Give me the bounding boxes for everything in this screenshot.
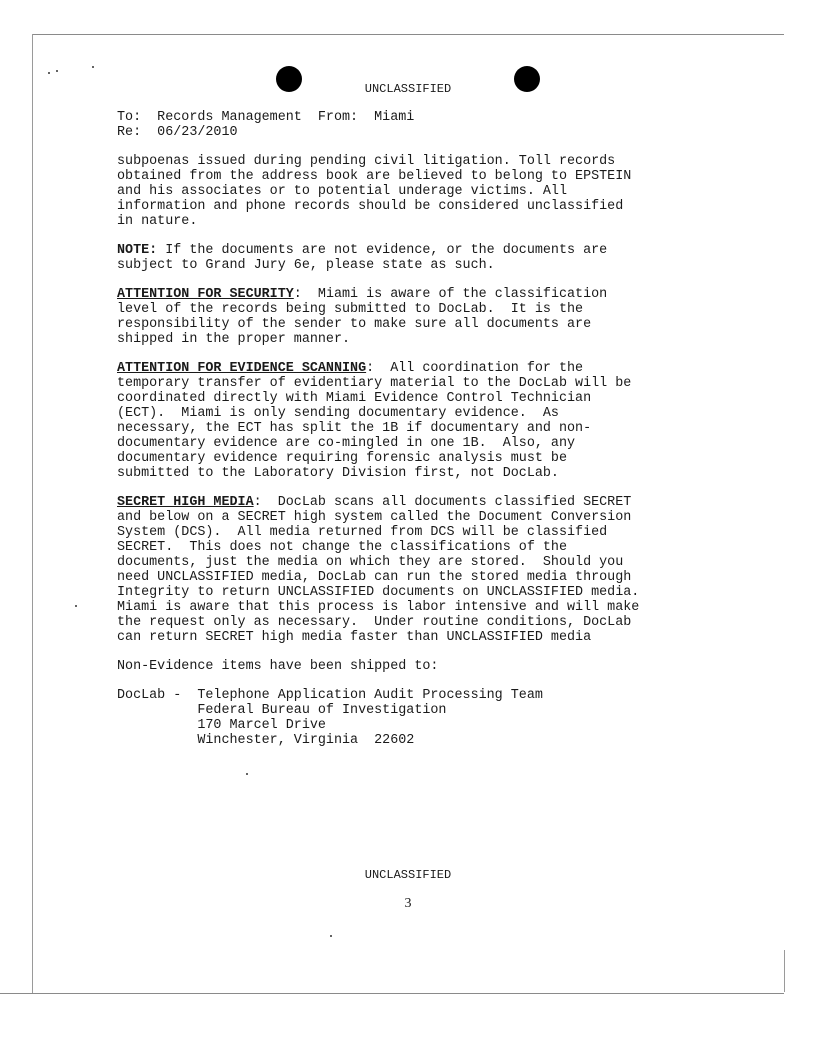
address-line: 170 Marcel Drive xyxy=(117,718,326,733)
security-text: : Miami is aware of the classification xyxy=(293,287,608,302)
footer-classification: UNCLASSIFIED xyxy=(364,868,452,882)
note-label: NOTE: xyxy=(117,243,158,258)
intro-line: information and phone records should be considered unclassified xyxy=(117,199,624,214)
evidence-line: necessary, the ECT has split the 1B if documentary and non- xyxy=(117,421,592,436)
page-top-border xyxy=(32,34,784,35)
security-line: level of the records being submitted to DocLab. It is the xyxy=(117,302,584,317)
intro-line: in nature. xyxy=(117,214,198,229)
page-left-border xyxy=(32,34,33,994)
evidence-line: documentary evidence requiring forensic analysis must be xyxy=(117,451,567,466)
media-line: Integrity to return UNCLASSIFIED documents on UNCLASSIFIED media. xyxy=(117,585,640,600)
media-line: and below on a SECRET high system called the Document Conversion xyxy=(117,510,632,525)
page-bottom-border xyxy=(0,993,784,994)
evidence-paragraph xyxy=(117,361,717,481)
address-line: Winchester, Virginia 22602 xyxy=(117,733,415,748)
media-heading: SECRET HIGH MEDIA xyxy=(117,495,254,510)
media-line: Miami is aware that this process is labor intensive and will make xyxy=(117,600,640,615)
security-line: responsibility of the sender to make sure all documents are xyxy=(117,317,592,332)
evidence-line: (ECT). Miami is only sending documentary evidence. As xyxy=(117,406,559,421)
media-text: : DocLab scans all documents classified SECRET xyxy=(253,495,632,510)
media-line: need UNCLASSIFIED media, DocLab can run the stored media through xyxy=(117,570,632,585)
scan-speck xyxy=(92,66,94,68)
media-paragraph xyxy=(117,495,717,645)
media-line: can return SECRET high media faster than UNCLASSIFIED media xyxy=(117,630,592,645)
evidence-line: documentary evidence are co-mingled in one 1B. Also, any xyxy=(117,436,576,451)
scan-speck xyxy=(330,935,332,937)
media-line: the request only as necessary. Under routine conditions, DocLab xyxy=(117,615,632,630)
memo-re-line: Re: 06/23/2010 xyxy=(117,125,238,140)
note-text: If the documents are not evidence, or the documents are xyxy=(157,243,608,258)
security-line: shipped in the proper manner. xyxy=(117,332,351,347)
evidence-line: submitted to the Laboratory Division first, not DocLab. xyxy=(117,466,559,481)
page-number: 3 xyxy=(404,896,412,911)
address-line: DocLab - Telephone Application Audit Processing Team xyxy=(117,688,543,703)
scan-speck xyxy=(246,773,248,775)
evidence-line: coordinated directly with Miami Evidence Control Technician xyxy=(117,391,592,406)
address-line: Federal Bureau of Investigation xyxy=(117,703,447,718)
evidence-line: temporary transfer of evidentiary material to the DocLab will be xyxy=(117,376,632,391)
media-line: SECRET. This does not change the classifications of the xyxy=(117,540,567,555)
note-paragraph xyxy=(117,243,717,273)
security-heading: ATTENTION FOR SECURITY xyxy=(117,287,294,302)
scan-speck xyxy=(75,605,77,607)
intro-line: subpoenas issued during pending civil litigation. Toll records xyxy=(117,154,616,169)
intro-line: obtained from the address book are believed to belong to EPSTEIN xyxy=(117,169,632,184)
evidence-heading: ATTENTION FOR EVIDENCE SCANNING xyxy=(117,361,367,376)
scan-speck xyxy=(48,72,50,74)
intro-line: and his associates or to potential underage victims. All xyxy=(117,184,567,199)
shipping-address xyxy=(117,688,717,748)
note-line: subject to Grand Jury 6e, please state as such. xyxy=(117,258,495,273)
memo-to-line: To: Records Management From: Miami xyxy=(117,110,415,125)
media-line: System (DCS). All media returned from DCS will be classified xyxy=(117,525,608,540)
shipping-intro: Non-Evidence items have been shipped to: xyxy=(117,659,439,674)
header-classification: UNCLASSIFIED xyxy=(364,82,452,96)
memo-body xyxy=(117,110,717,748)
scan-speck xyxy=(56,70,58,72)
intro-paragraph xyxy=(117,154,717,229)
security-paragraph xyxy=(117,287,717,347)
media-line: documents, just the media on which they are stored. Should you xyxy=(117,555,624,570)
evidence-text: : All coordination for the xyxy=(366,361,584,376)
page-right-border xyxy=(784,950,785,992)
